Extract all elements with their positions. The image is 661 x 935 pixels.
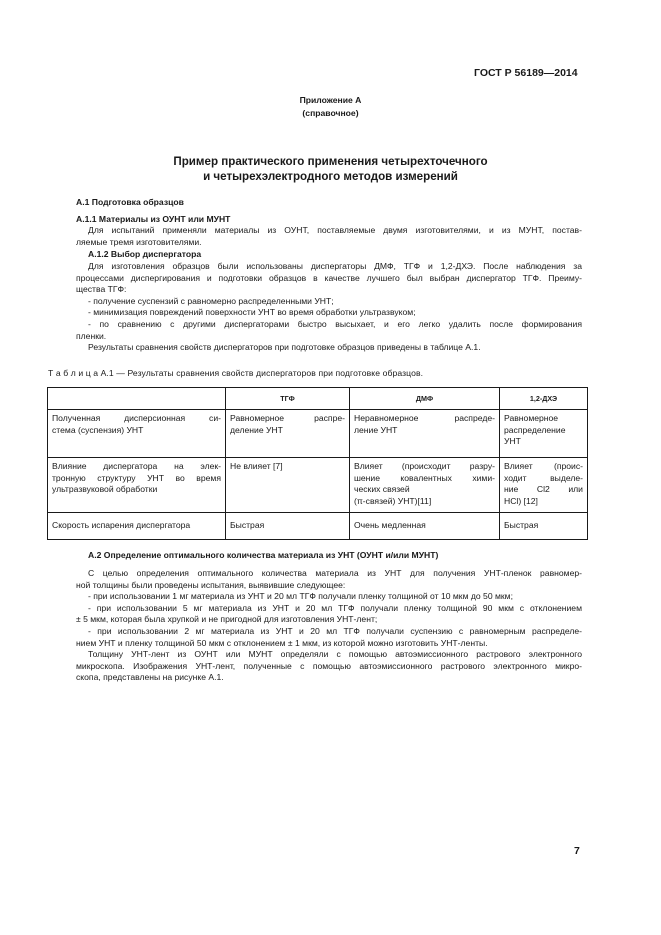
cell-line: ходит выделе-: [504, 472, 583, 483]
table-header-cell: ДМФ: [350, 388, 500, 410]
paragraph-line: Для испытаний применяли материалы из ОУНТ, поставляемые двумя изготовителями, и из МУНТ, постав-: [88, 225, 582, 235]
table-row: [48, 410, 588, 458]
table-cell: Быстрая: [500, 513, 588, 540]
cell-line: ние Cl2 или: [504, 484, 583, 495]
paragraph-line: Результаты сравнения свойств диспергаторов при подготовке образцов приведены в таблице А.1.: [88, 342, 481, 353]
cell-line: Полученная дисперсионная си-: [52, 413, 221, 423]
cell-line: стема (суспензия) УНТ: [52, 424, 144, 435]
table-cell: [500, 410, 588, 458]
table-header-cell: [48, 388, 226, 410]
section-a12-heading: А.1.2 Выбор диспергатора: [88, 249, 202, 259]
table-caption: Т а б л и ц а А.1 — Результаты сравнения свойств диспергаторов при подготовке образцов.: [48, 368, 424, 378]
section-a12-body: [76, 261, 582, 354]
table-cell: [226, 458, 350, 513]
cell-line: тронную структуру УНТ во время: [52, 472, 221, 483]
table-cell: [48, 458, 226, 513]
cell-line: Равномерное распре-: [230, 413, 345, 423]
table-header-cell: 1,2-ДХЭ: [500, 388, 588, 410]
main-title: [0, 155, 661, 184]
paragraph-line: нием УНТ и пленку толщиной 50 мкм с отклонением ± 1 мкм, из которой можно изготовить УНТ-ленты.: [76, 637, 488, 648]
table-row: [48, 458, 588, 513]
table-header-row: [48, 388, 588, 410]
cell-line: ление УНТ: [354, 424, 398, 435]
paragraph-line: щества ТГФ:: [76, 284, 127, 295]
cell-line: Влияние диспергатора на элек-: [52, 461, 221, 471]
list-item: - при использовании 5 мг материала из УНТ и 20 мл ТГФ получали пленку толщиной 90 мкм с отклонением: [88, 602, 582, 613]
standard-number: ГОСТ Р 56189—2014: [474, 67, 578, 79]
paragraph-line: ляемые тремя изготовителями.: [76, 236, 202, 247]
paragraph-line: микроскопа. Изображения УНТ-лент, полученные с помощью автоэмиссионного растрового электронного микро-: [76, 660, 582, 671]
table-cell: Быстрая: [226, 513, 350, 540]
paragraph-line: ной толщины были проведены испытания, выявившие следующее:: [76, 579, 346, 590]
list-item: - при использовании 2 мг материала из УНТ и 20 мл ТГФ получали суспензию с равномерным распределе-: [88, 625, 582, 636]
main-title-line1: Пример практического применения четырехточечного: [173, 155, 488, 168]
section-a2-body: [76, 568, 582, 684]
section-a11-body: [76, 225, 582, 248]
table-cell: Очень медленная: [350, 513, 500, 540]
cell-line: ческих связей: [354, 484, 410, 495]
cell-line: шение ковалентных хими-: [354, 472, 495, 483]
cell-line: распределение: [504, 424, 566, 435]
paragraph-line: скопа, представлены на рисунке А.1.: [76, 672, 224, 683]
table-cell: [48, 410, 226, 458]
section-a2-heading: А.2 Определение оптимального количества материала из УНТ (ОУНТ и/или МУНТ): [88, 550, 439, 560]
table-cell: [350, 410, 500, 458]
section-a1-heading: А.1 Подготовка образцов: [76, 197, 184, 207]
list-item: - при использовании 1 мг материала из УНТ и 20 мл ТГФ получали пленку толщиной от 10 мкм до 50 мкм;: [88, 591, 513, 602]
appendix-heading: [0, 94, 661, 119]
cell-line: ультразвуковой обработки: [52, 484, 158, 495]
paragraph-line: Для изготовления образцов были использованы диспергаторы ДМФ, ТГФ и 1,2-ДХЭ. После наблюдения за: [88, 261, 582, 271]
page-number: 7: [574, 845, 580, 857]
dispersant-comparison-table: [47, 387, 588, 540]
section-a11-heading: А.1.1 Материалы из ОУНТ или МУНТ: [76, 214, 231, 224]
list-item: - минимизация повреждений поверхности УНТ во время обработки ультразвуком;: [88, 307, 416, 318]
cell-line: (π-связей) УНТ)[11]: [354, 495, 432, 506]
table-cell: [226, 410, 350, 458]
paragraph-line: ± 5 мкм, которая была хрупкой и не пригодной для изготовления УНТ-лент;: [76, 614, 378, 625]
cell-line: деление УНТ: [230, 424, 283, 435]
appendix-note: (справочное): [302, 107, 359, 118]
appendix-title: Приложение А: [299, 95, 362, 105]
cell-line: Равномерное: [504, 413, 559, 423]
cell-line: УНТ: [504, 436, 521, 447]
cell-line: Не влияет [7]: [230, 461, 283, 471]
main-title-line2: и четырехэлектродного методов измерений: [203, 169, 458, 183]
paragraph-line: Толщину УНТ-лент из ОУНТ или МУНТ определяли с помощью автоэмиссионного растрового электронного: [88, 649, 582, 660]
paragraph-line: процессами диспергирования и подготовки образцов в качестве лучшего был выбран диспергатор ТГФ. Преиму-: [76, 272, 582, 283]
table-cell: [500, 458, 588, 513]
table-row: [48, 513, 588, 540]
paragraph-line: С целью определения оптимального количества материала из УНТ для получения УНТ-пленок равномер-: [88, 568, 582, 578]
table-cell: Скорость испарения диспергатора: [48, 513, 226, 540]
cell-line: Неравномерное распреде-: [354, 413, 495, 423]
cell-line: Влияет (проис-: [504, 461, 583, 471]
paragraph-line: пленки.: [76, 330, 107, 341]
cell-line: HCl) [12]: [504, 495, 538, 506]
table-cell: [350, 458, 500, 513]
list-item: - получение суспензий с равномерно распределенными УНТ;: [88, 295, 334, 306]
cell-line: Влияет (происходит разру-: [354, 461, 495, 471]
table-header-cell: ТГФ: [226, 388, 350, 410]
list-item: - по сравнению с другими диспергаторами быстро высыхает, и его легко удалить после формирования: [88, 318, 582, 329]
